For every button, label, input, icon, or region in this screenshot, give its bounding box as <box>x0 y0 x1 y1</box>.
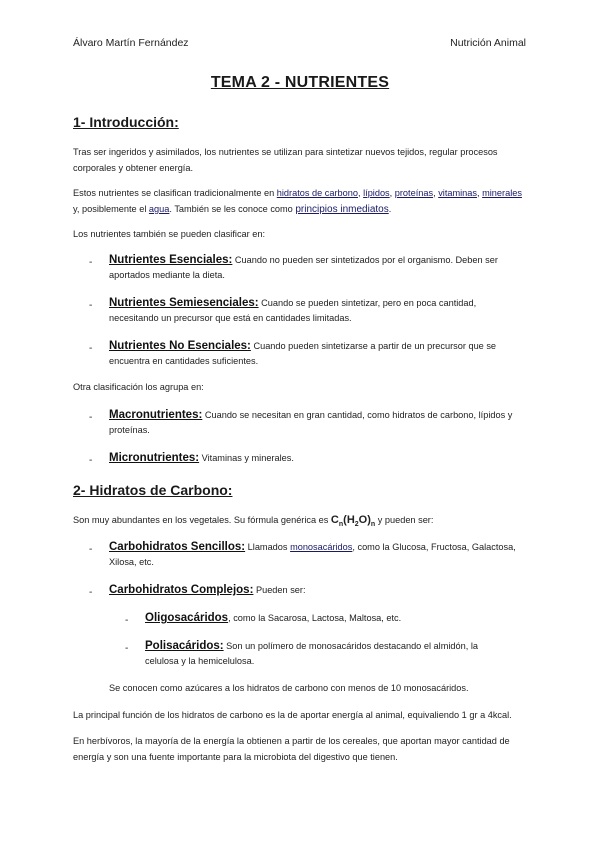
term-carbohidratos-complejos: Carbohidratos Complejos: <box>109 584 254 596</box>
section-heading-hidratos: 2- Hidratos de Carbono: <box>73 482 233 498</box>
dash-bullet: - <box>89 544 93 555</box>
list-item <box>89 451 529 466</box>
dash-bullet: - <box>89 455 93 466</box>
term-macronutrientes: Macronutrientes: <box>109 409 203 421</box>
text-span: , <box>357 188 364 198</box>
link-agua[interactable]: agua <box>148 204 170 214</box>
item-text: , como la Sacarosa, Lactosa, Maltosa, etc. <box>228 613 402 623</box>
text-span: , <box>389 188 395 198</box>
item-text: Cuando no pueden ser sintetizados por el organismo. Deben ser aportados mediante la dieta. <box>109 255 498 280</box>
item-text: , como la Glucosa, Fructosa, Galactosa, Xilosa, etc. <box>109 542 516 567</box>
text-span: . También se les conoce como <box>169 204 296 214</box>
hidratos-formula-paragraph <box>73 512 533 533</box>
list-item <box>89 296 524 326</box>
term-nutrientes-semiesenciales: Nutrientes Semiesenciales: <box>109 297 259 309</box>
formula-part: O) <box>358 514 371 526</box>
term-carbohidratos-sencillos: Carbohidratos Sencillos: <box>109 541 246 553</box>
text-span: , <box>433 188 439 198</box>
azucares-note: Se conocen como azúcares a los hidratos de carbono con menos de 10 monosacáridos. <box>109 683 469 693</box>
item-text: Son un polímero de monosacáridos destacando el almidón, la celulosa y la hemicelulosa. <box>145 641 478 666</box>
header-subject: Nutrición Animal <box>450 37 526 49</box>
text-span: Son muy abundantes en los vegetales. Su fórmula genérica es <box>73 515 331 525</box>
link-hidratos-de-carbono[interactable]: hidratos de carbono <box>276 188 358 198</box>
link-proteinas[interactable]: proteínas <box>394 188 434 198</box>
link-minerales[interactable]: minerales <box>482 188 522 198</box>
formula-sub: 2 <box>354 521 359 529</box>
classification-paragraph <box>73 185 528 218</box>
sub-list-item <box>125 611 505 626</box>
link-vitaminas[interactable]: vitaminas <box>438 188 477 198</box>
header-author: Álvaro Martín Fernández <box>73 37 189 49</box>
term-nutrientes-esenciales: Nutrientes Esenciales: <box>109 254 233 266</box>
dash-bullet: - <box>89 343 93 354</box>
herbivores-paragraph: En herbívoros, la mayoría de la energía la obtienen a partir de los cereales, que aportan mayor cantidad de energía y son una fuente importante para la microbiota del digestivo que tienen. <box>73 736 510 762</box>
item-text: Vitaminas y minerales. <box>199 453 294 463</box>
formula-part: (H <box>343 514 355 526</box>
sub-list-item <box>125 639 505 669</box>
generic-formula <box>330 514 376 529</box>
dash-bullet: - <box>125 643 129 654</box>
section-heading-introduccion: 1- Introducción: <box>73 114 179 130</box>
dash-bullet: - <box>125 615 129 626</box>
dash-bullet: - <box>89 300 93 311</box>
dash-bullet: - <box>89 257 93 268</box>
link-monosacaridos[interactable]: monosacáridos <box>290 542 353 552</box>
link-principios-inmediatos[interactable]: principios inmediatos <box>295 204 389 215</box>
term-oligosacaridos: Oligosacáridos <box>145 612 229 624</box>
list-item <box>89 408 529 438</box>
term-polisacaridos: Polisacáridos: <box>145 640 224 652</box>
term-nutrientes-no-esenciales: Nutrientes No Esenciales: <box>109 340 251 352</box>
text-span: Estos nutrientes se clasifican tradicionalmente en <box>73 188 277 198</box>
dash-bullet: - <box>89 587 93 598</box>
dash-bullet: - <box>89 412 93 423</box>
item-text: Cuando se necesitan en gran cantidad, como hidratos de carbono, lípidos y proteínas. <box>109 410 513 435</box>
energy-paragraph: La principal función de los hidratos de carbono es la de aportar energía al animal, equivaliendo 1 gr a 4kcal. <box>73 710 512 720</box>
formula-part: C <box>330 514 339 526</box>
text-span: . <box>388 204 392 214</box>
other-classification-intro: Otra clasificación los agrupa en: <box>73 382 204 392</box>
text-span: , <box>477 188 483 198</box>
list-item <box>89 253 529 283</box>
item-text: Cuando se pueden sintetizar, pero en poca cantidad, necesitando un precursor que está en cantidades limitadas. <box>109 298 477 323</box>
list-item <box>89 339 534 369</box>
text-span: y, posiblemente el <box>73 204 149 214</box>
formula-sub: n <box>370 521 376 529</box>
item-text: Cuando pueden sintetizarse a partir de un precursor que se encuentra en cantidades suficientes. <box>109 341 497 366</box>
item-text: Pueden ser: <box>253 585 306 595</box>
classification-intro: Los nutrientes también se pueden clasificar en: <box>73 229 266 239</box>
term-micronutrientes: Micronutrientes: <box>109 452 200 464</box>
link-lipidos[interactable]: lípidos <box>363 188 390 198</box>
list-item <box>89 583 519 598</box>
text-span: y pueden ser: <box>375 515 434 525</box>
formula-sub: n <box>338 521 344 529</box>
item-text: Llamados <box>245 542 291 552</box>
intro-paragraph: Tras ser ingeridos y asimilados, los nutrientes se utilizan para sintetizar nuevos tejidos, regular procesos corporales y obtener energía. <box>73 147 498 173</box>
list-item <box>89 540 519 570</box>
page-title: TEMA 2 - NUTRIENTES <box>210 74 390 91</box>
